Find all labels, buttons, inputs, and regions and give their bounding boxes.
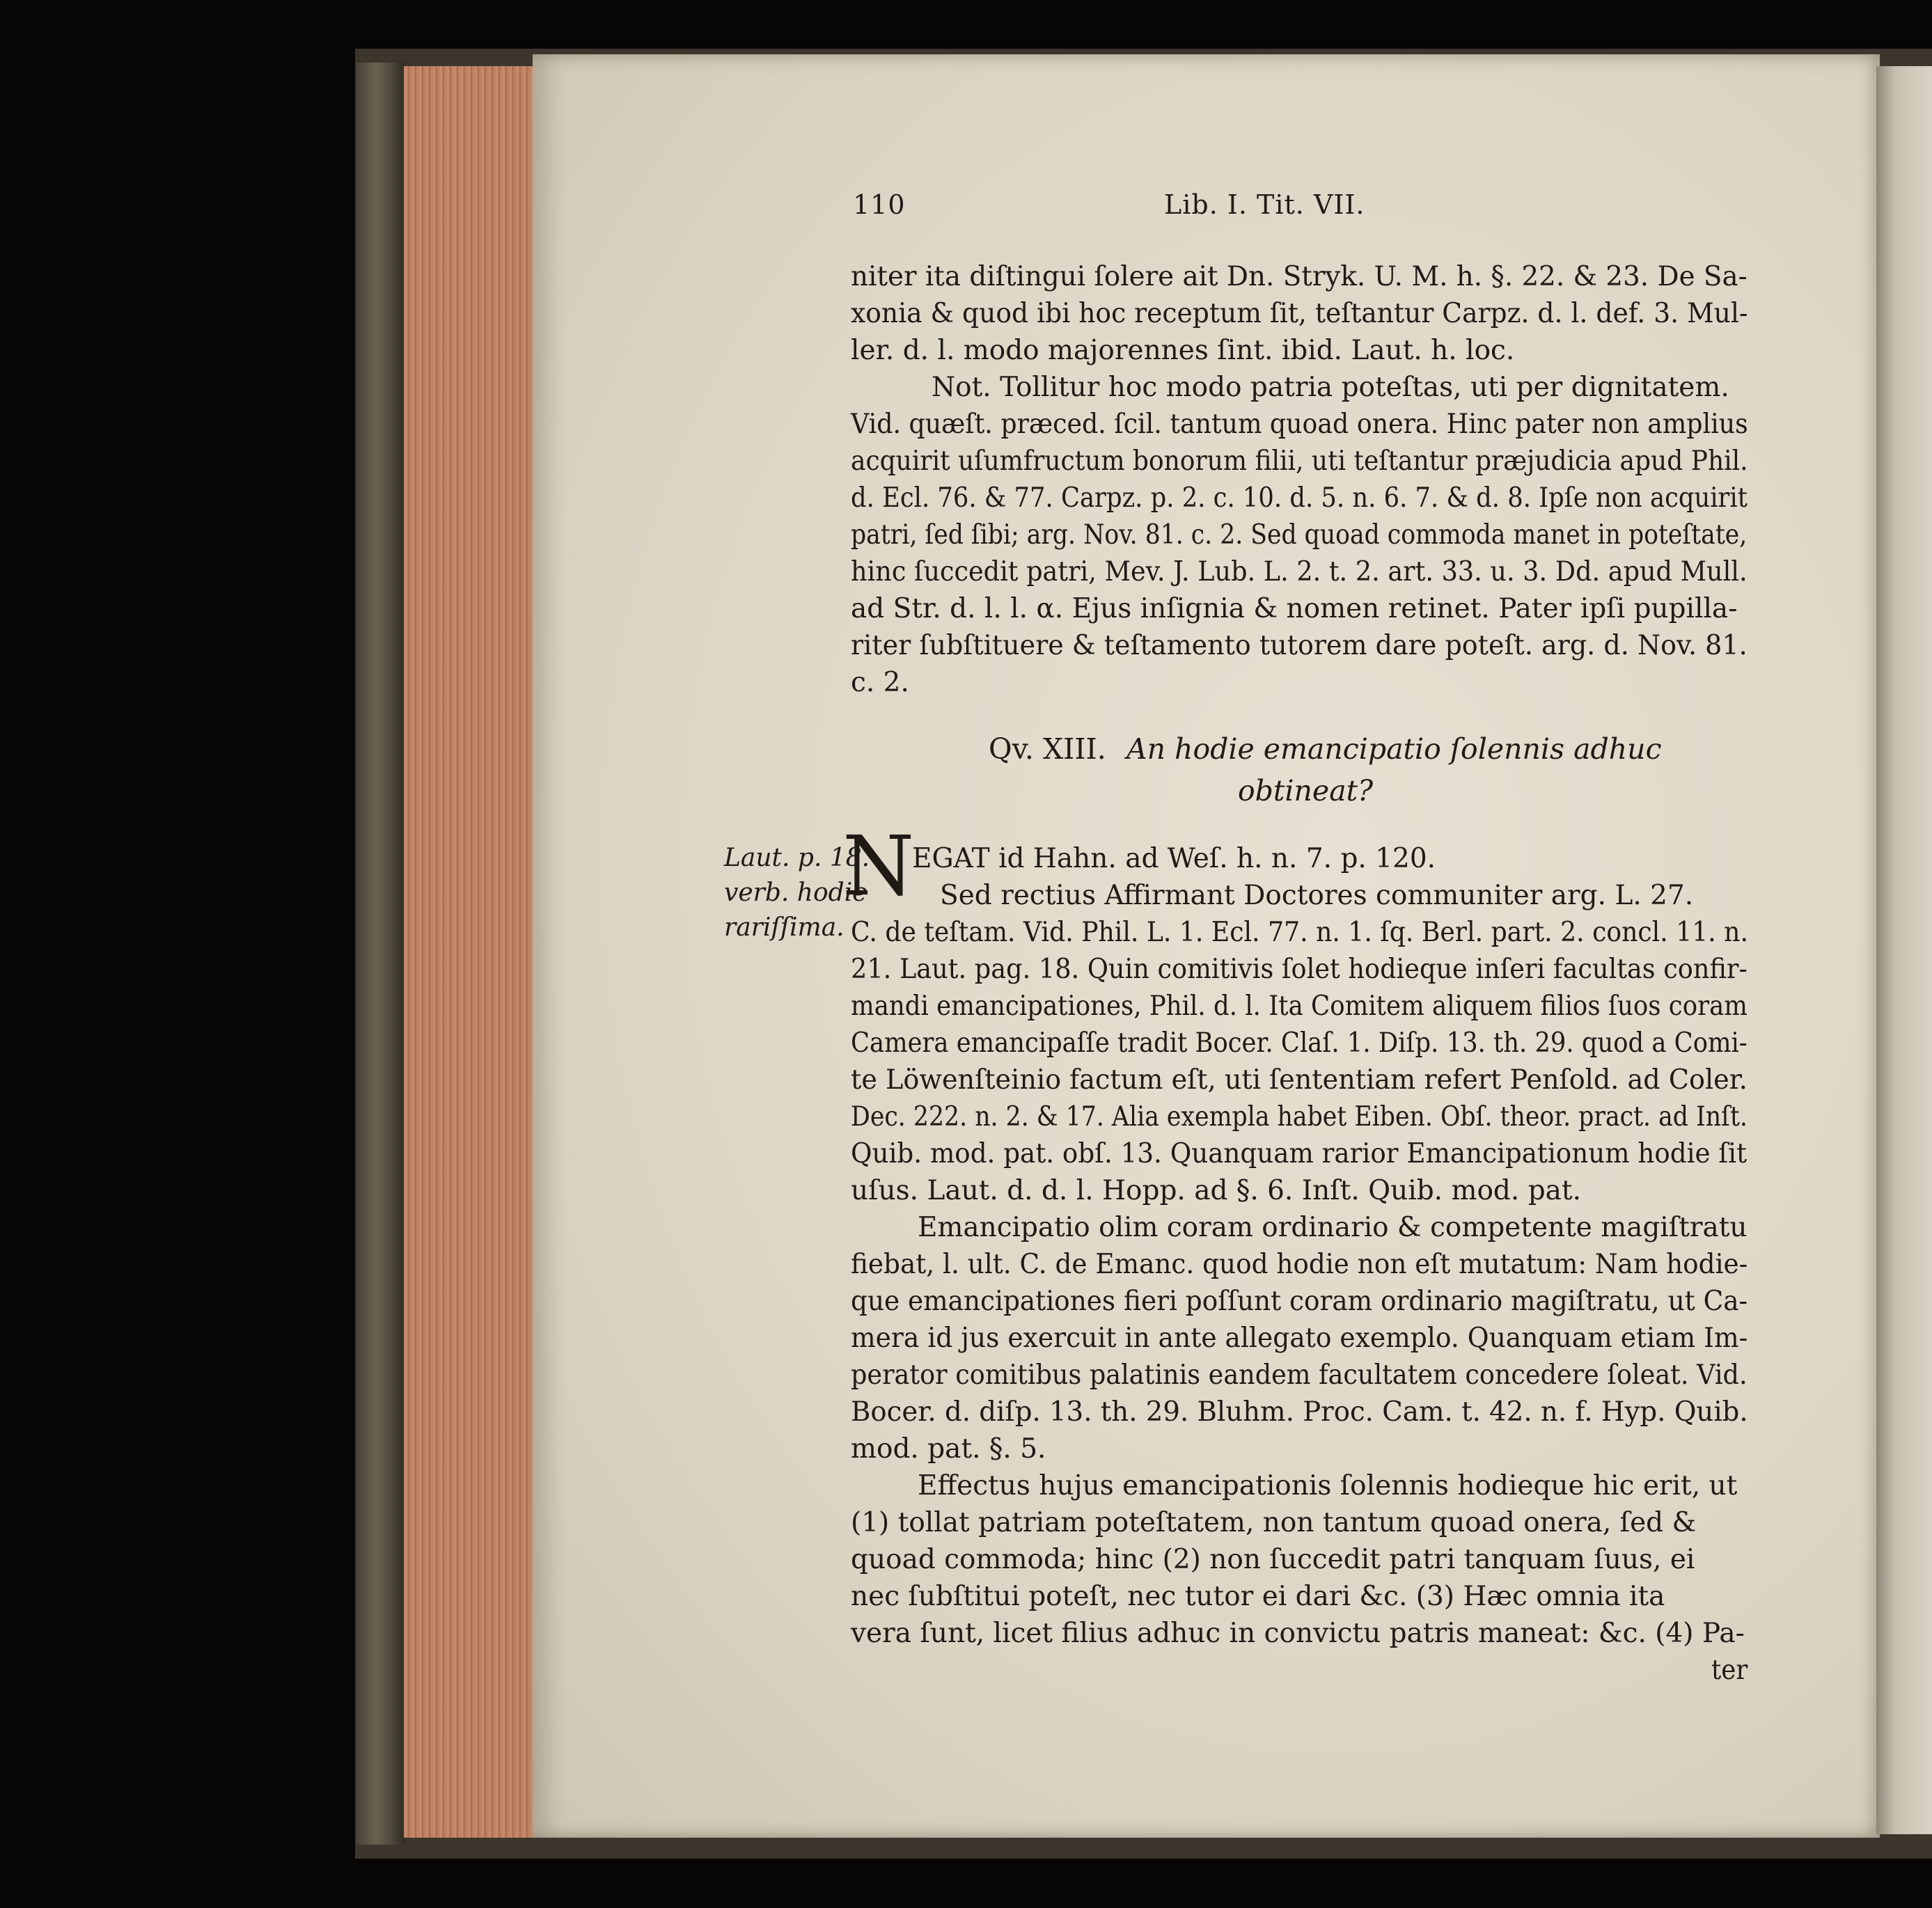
text-line: uſus. Laut. d. d. l. Hopp. ad §. 6. Inſt. Quib. mod. pat. [851, 1175, 1581, 1206]
text-line: mera id jus exercuit in ante allegato exemplo. Quanquam etiam Im- [851, 1323, 1748, 1354]
text-line: niter ita diſtingui ſolere ait Dn. Stryk. U. M. h. §. 22. & 23. De Sa- [851, 261, 1748, 292]
text-line: quoad commoda; hinc (2) non ſuccedit patri tanquam ſuus, ei [851, 1544, 1695, 1575]
text-line: EGAT id Hahn. ad Weſ. h. n. 7. p. 120. [912, 843, 1436, 874]
margin-note: verb. hodie [724, 878, 867, 907]
text-line: que emancipationes fieri poſſunt coram ordinario magiſtratu, ut Ca- [851, 1286, 1748, 1317]
text-line: Camera emancipaſſe tradit Bocer. Claſ. 1. Diſp. 13. th. 29. quod a Comi- [851, 1027, 1748, 1059]
text-line: Emancipatio olim coram ordinario & competente magiſtratu [918, 1212, 1748, 1243]
text-line: nec ſubſtitui poteſt, nec tutor ei dari &c. (3) Hæc omnia ita [851, 1581, 1665, 1612]
text-line: c. 2. [851, 667, 909, 698]
text-line: hinc ſuccedit patri, Mev. J. Lub. L. 2. t. 2. art. 33. u. 3. Dd. apud Mull. [851, 556, 1748, 588]
text-line: Effectus hujus emancipationis ſolennis hodieque hic erit, ut [918, 1470, 1738, 1501]
question-label: Qv. XIII. [989, 732, 1106, 766]
margin-note: Laut. p. 18. [724, 844, 870, 872]
text-line: mod. pat. §. 5. [851, 1433, 1046, 1465]
text-line: patri, ſed ſibi; arg. Nov. 81. c. 2. Sed quoad commoda manet in poteſtate, [851, 519, 1748, 551]
drop-cap: N [842, 818, 915, 914]
running-title: Lib. I. Tit. VII. [1164, 189, 1365, 220]
text-line: vera ſunt, licet filius adhuc in convictu patris maneat: &c. (4) Pa- [851, 1618, 1745, 1649]
text-line: xonia & quod ibi hoc receptum ſit, teſtantur Carpz. d. l. def. 3. Mul- [851, 298, 1748, 329]
text-line: Not. Tollitur hoc modo patria poteſtas, uti per dignitatem. [932, 372, 1729, 403]
text-line: acquirit uſumfructum bonorum filii, uti teſtantur præjudicia apud Phil. [851, 446, 1748, 477]
text-line: perator comitibus palatinis eandem facultatem concedere ſoleat. Vid. [851, 1359, 1748, 1391]
facing-page-edge [1876, 66, 1932, 1834]
text-line: Bocer. d. diſp. 13. th. 29. Bluhm. Proc. Cam. t. 42. n. f. Hyp. Quib. [851, 1396, 1748, 1428]
book-spine [356, 63, 405, 1845]
text-line: te Löwenſteinio factum eſt, uti ſententiam refert Penſold. ad Coler. [851, 1064, 1748, 1096]
text-line: ad Str. d. l. l. α. Ejus inſignia & nomen retinet. Pater ipſi pupilla- [851, 593, 1738, 624]
text-line: Vid. quæſt. præced. ſcil. tantum quoad onera. Hinc pater non amplius [851, 409, 1748, 440]
question-title-cont: obtineat? [1238, 774, 1374, 807]
text-line: mandi emancipationes, Phil. d. l. Ita Comitem aliquem filios ſuos coram [851, 991, 1748, 1022]
text-line: Quib. mod. pat. obſ. 13. Quanquam rarior Emancipationum hodie ſit [851, 1138, 1748, 1169]
text-line: ler. d. l. modo majorennes ſint. ibid. Laut. h. loc. [851, 335, 1515, 366]
page-number: 110 [853, 189, 906, 220]
text-line: (1) tollat patriam poteſtatem, non tantum quoad onera, ſed & [851, 1507, 1697, 1538]
text-line: 21. Laut. pag. 18. Quin comitivis ſolet hodieque inſeri facultas confir- [851, 954, 1748, 985]
text-line: d. Ecl. 76. & 77. Carpz. p. 2. c. 10. d. 5. n. 6. 7. & d. 8. Ipſe non acquirit [851, 482, 1748, 514]
text-line: riter ſubſtituere & teſtamento tutorem dare poteſt. arg. d. Nov. 81. [851, 630, 1748, 661]
text-line: Dec. 222. n. 2. & 17. Alia exempla habet Eiben. Obſ. theor. pract. ad Inſt. [851, 1101, 1748, 1133]
question-title: An hodie emancipatio ſolennis adhuc [1126, 732, 1662, 766]
catchword: ter [1711, 1655, 1748, 1686]
text-line: fiebat, l. ult. C. de Emanc. quod hodie non eſt mutatum: Nam hodie- [851, 1249, 1748, 1280]
margin-note: rariſſima. [724, 913, 845, 942]
text-line: Sed rectius Affirmant Doctores communiter arg. L. 27. [940, 880, 1694, 911]
page-edges [404, 66, 536, 1838]
text-line: C. de teſtam. Vid. Phil. L. 1. Ecl. 77. n. 1. ſq. Berl. part. 2. concl. 11. n. [851, 917, 1748, 948]
